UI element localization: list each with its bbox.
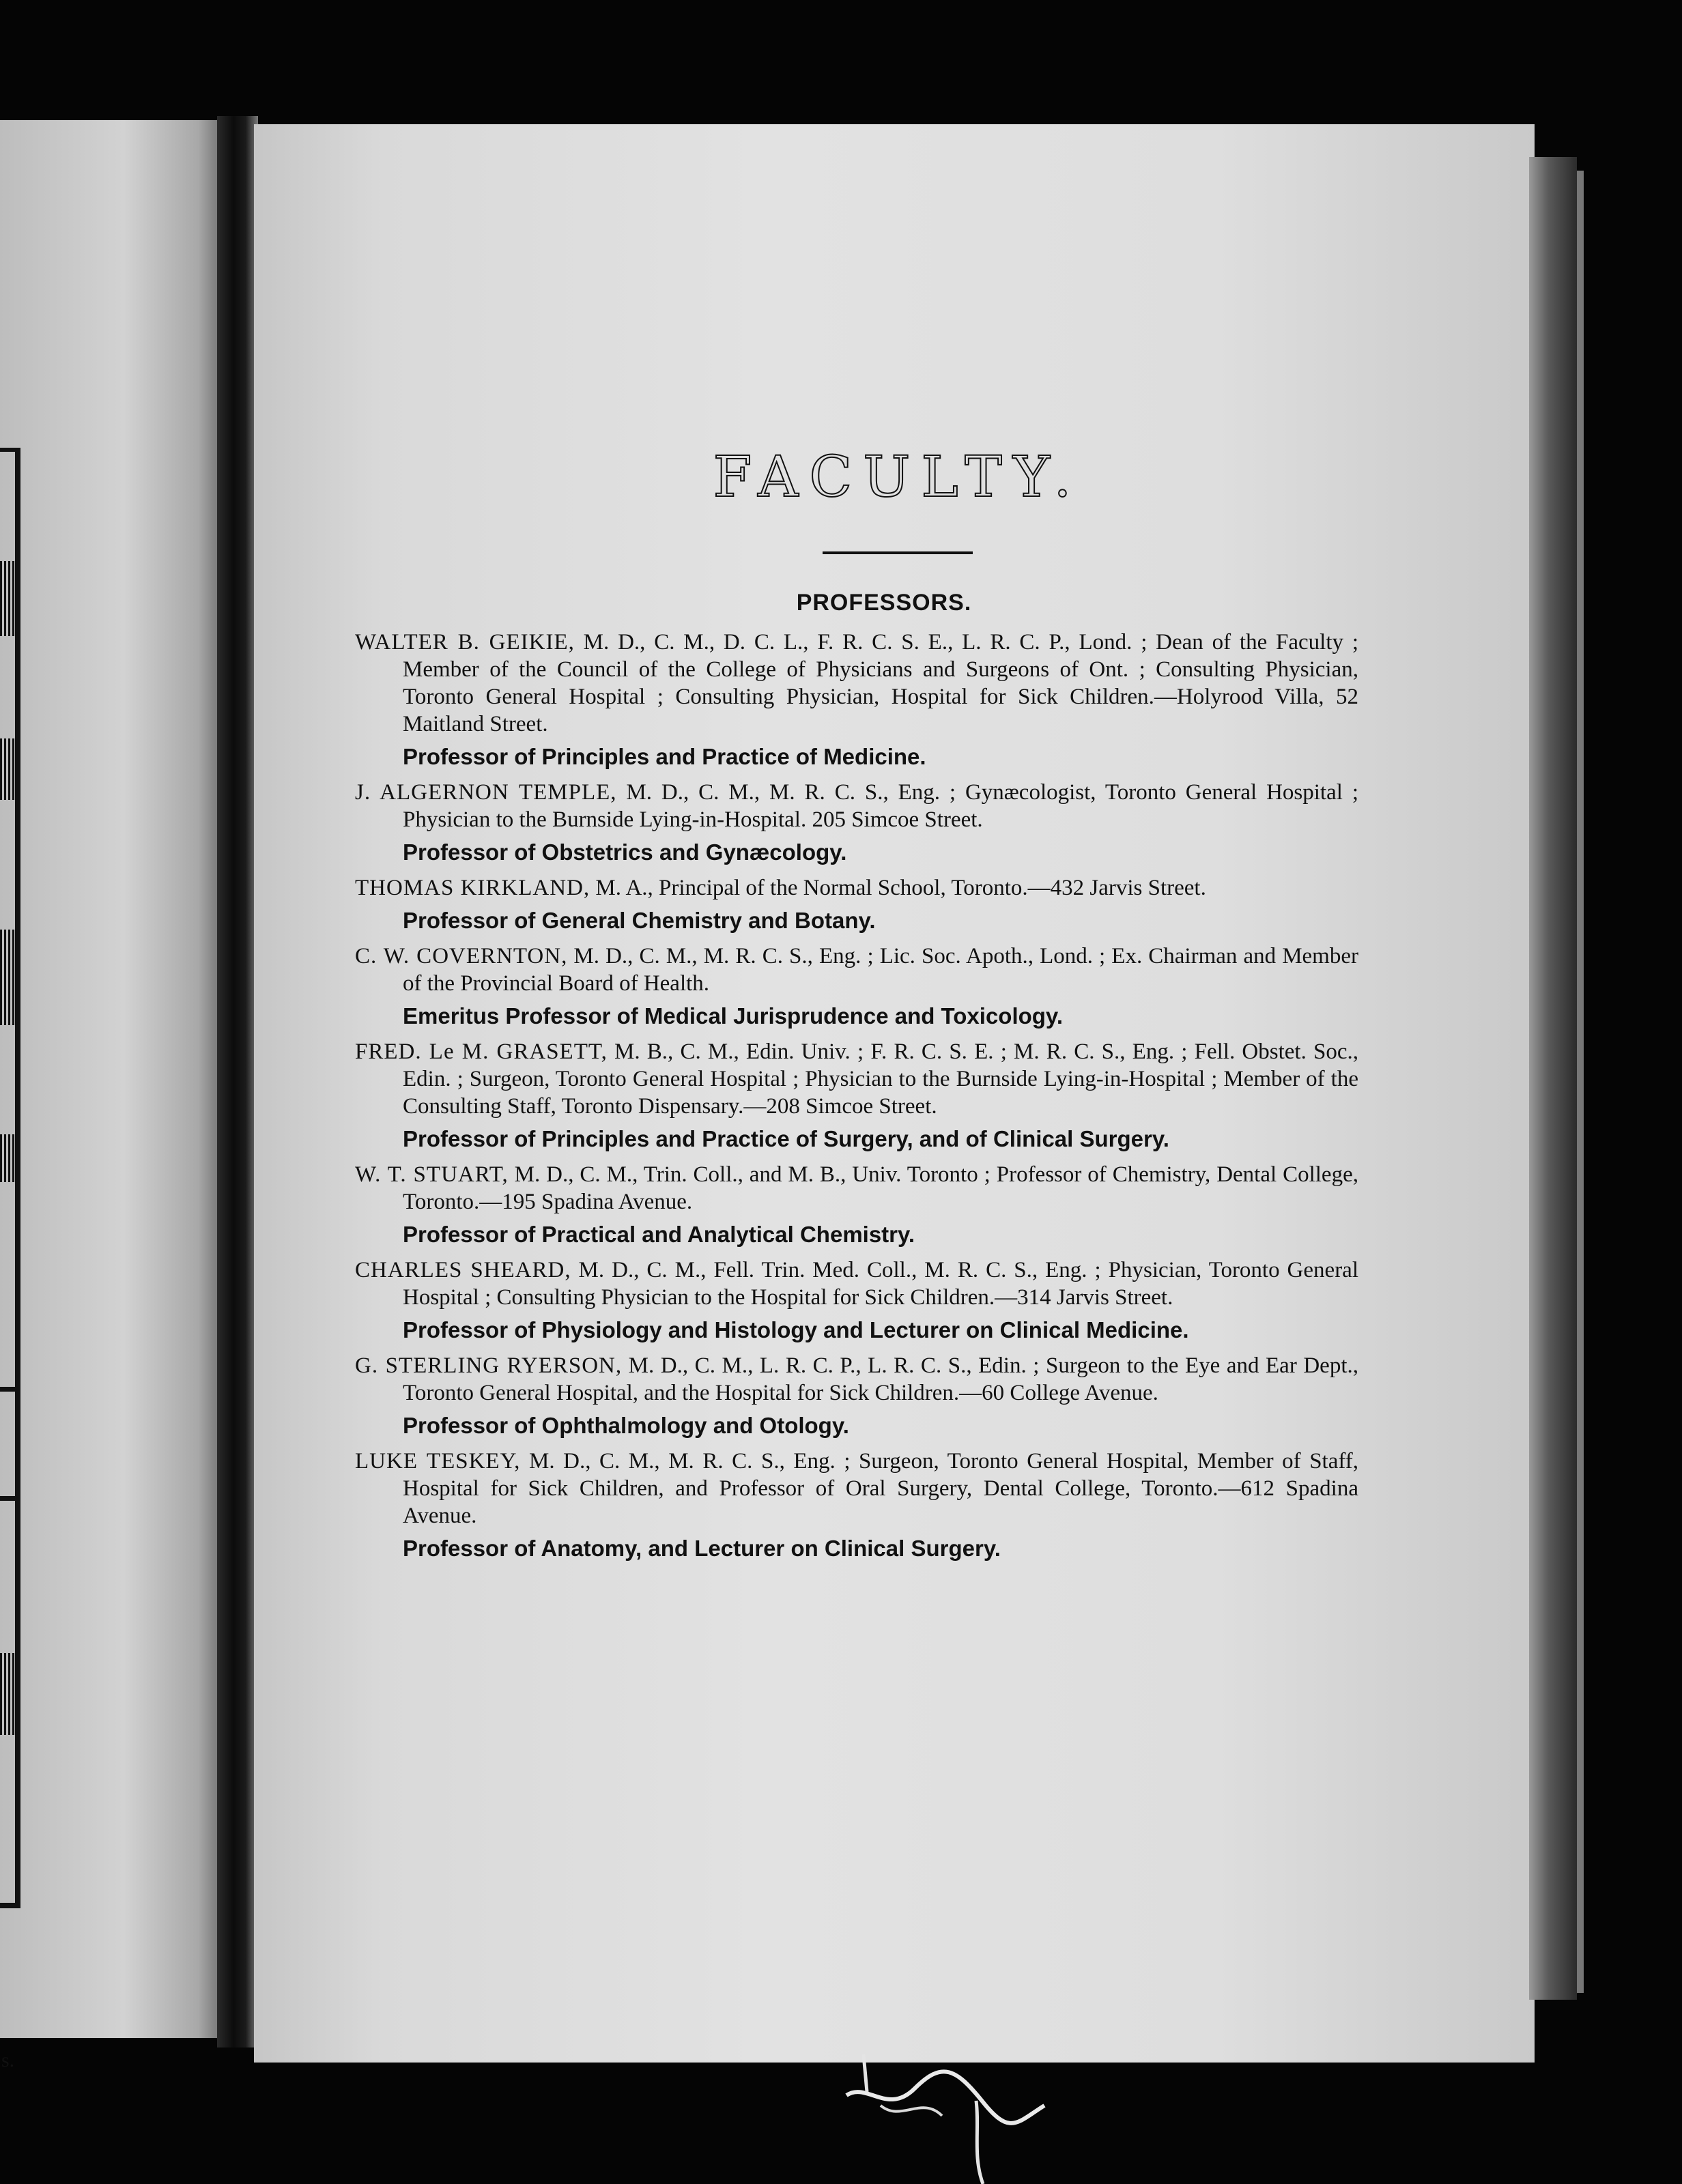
faculty-entry (355, 943, 1358, 1029)
faculty-professorship: Professor of Practical and Analytical Chemistry. (403, 1222, 915, 1247)
faculty-professorship: Professor of Physiology and Histology and Lecturer on Clinical Medicine. (403, 1317, 1189, 1342)
faculty-name: THOMAS KIRKLAND, (355, 876, 590, 900)
faculty-professorship: Professor of Ophthalmology and Otology. (403, 1413, 849, 1438)
faculty-entry-details (355, 629, 1358, 738)
section-heading: PROFESSORS. (796, 590, 972, 616)
page-title: FACULTY. (713, 445, 1083, 510)
faculty-list (355, 629, 1358, 1561)
faculty-entry-details (355, 943, 1358, 997)
faculty-name: G. STERLING RYERSON, (355, 1353, 623, 1378)
faculty-professorship: Professor of General Chemistry and Botany. (403, 908, 876, 933)
page-edge-shadow (1529, 157, 1577, 2000)
page-content (355, 437, 1358, 1570)
binding-thread (840, 2041, 1065, 2184)
faculty-professorship: Emeritus Professor of Medical Jurisprudence and Toxicology. (403, 1003, 1064, 1029)
faculty-professorship: Professor of Principles and Practice of Medicine. (403, 744, 926, 769)
faculty-professorship: Professor of Anatomy, and Lecturer on Clinical Surgery. (403, 1536, 1001, 1561)
faculty-entry-details (355, 1448, 1358, 1529)
book-gutter (217, 116, 258, 2048)
faculty-credentials: M. D., C. M., L. R. C. P., L. R. C. S., Edin. ; Surgeon to the Eye and Ear Dept., Toronto General Hospital, and the Hospital for Sick Children.—60 College Avenue. (403, 1353, 1359, 1405)
faculty-name: FRED. Le M. GRASETT, (355, 1039, 608, 1064)
left-page-border-ornament (0, 448, 20, 1908)
faculty-entry (355, 1256, 1358, 1342)
faculty-entry (355, 629, 1358, 769)
left-page (0, 120, 225, 2071)
faculty-professorship: Professor of Principles and Practice of Surgery, and of Clinical Surgery. (403, 1126, 1169, 1151)
faculty-entry (355, 1038, 1358, 1151)
faculty-entry-details (355, 1256, 1358, 1311)
faculty-entry (355, 779, 1358, 865)
title-rule (823, 551, 973, 554)
faculty-credentials: M. D., C. M., M. R. C. S., Eng. ; Surgeon, Toronto General Hospital, Member of Staff, Hospital for Sick Children, and Professor of Oral Surgery, Dental College, Toronto.—612 Spadina Avenue. (403, 1449, 1358, 1528)
faculty-name: C. W. COVERNTON, (355, 944, 568, 968)
faculty-entry (355, 1448, 1358, 1561)
faculty-credentials: M. A., Principal of the Normal School, Toronto.—432 Jarvis Street. (590, 876, 1206, 900)
faculty-entry (355, 1161, 1358, 1247)
faculty-credentials: M. B., C. M., Edin. Univ. ; F. R. C. S. E. ; M. R. C. S., Eng. ; Fell. Obstet. Soc., Edin. ; Surgeon, Toronto General Hospital ; Physician to the Burnside Lying-in-Hospital ; Member of the Consulting Staff, Toronto Dispensary.—208 Simcoe Street. (403, 1039, 1358, 1119)
faculty-entry (355, 874, 1358, 933)
faculty-name: WALTER B. GEIKIE, (355, 630, 575, 655)
faculty-entry-details (355, 1161, 1358, 1216)
faculty-credentials: M. D., C. M., D. C. L., F. R. C. S. E., L. R. C. P., Lond. ; Dean of the Faculty ; Member of the Council of the College of Physicians and Surgeons of Ont. ; Consulting Physician, Toronto General Hospital ; Consulting Physician, Hospital for Sick Children.—Holyrood Villa, 52 Maitland Street. (403, 630, 1358, 736)
faculty-entry-details (355, 874, 1358, 902)
faculty-entry-details (355, 779, 1358, 833)
faculty-entry-details (355, 1352, 1358, 1407)
faculty-entry-details (355, 1038, 1358, 1120)
faculty-name: LUKE TESKEY, (355, 1449, 521, 1474)
left-page-text-fragment: s. (1, 2049, 15, 2071)
faculty-entry (355, 1352, 1358, 1438)
faculty-professorship: Professor of Obstetrics and Gynæcology. (403, 839, 847, 865)
faculty-name: W. T. STUART, (355, 1162, 509, 1187)
faculty-credentials: M. D., C. M., M. R. C. S., Eng. ; Gynæcologist, Toronto General Hospital ; Physician to the Burnside Lying-in-Hospital. 205 Simcoe Street. (403, 780, 1358, 832)
faculty-credentials: M. D., C. M., M. R. C. S., Eng. ; Lic. Soc. Apoth., Lond. ; Ex. Chairman and Member of the Provincial Board of Health. (403, 944, 1358, 996)
page-edge-line (1577, 171, 1584, 1993)
faculty-name: CHARLES SHEARD, (355, 1258, 571, 1282)
faculty-name: J. ALGERNON TEMPLE, (355, 780, 617, 805)
faculty-credentials: M. D., C. M., Trin. Coll., and M. B., Univ. Toronto ; Professor of Chemistry, Dental College, Toronto.—195 Spadina Avenue. (403, 1162, 1358, 1214)
faculty-credentials: M. D., C. M., Fell. Trin. Med. Coll., M. R. C. S., Eng. ; Physician, Toronto General Hospital ; Consulting Physician to the Hospital for Sick Children.—314 Jarvis Street. (403, 1258, 1358, 1310)
